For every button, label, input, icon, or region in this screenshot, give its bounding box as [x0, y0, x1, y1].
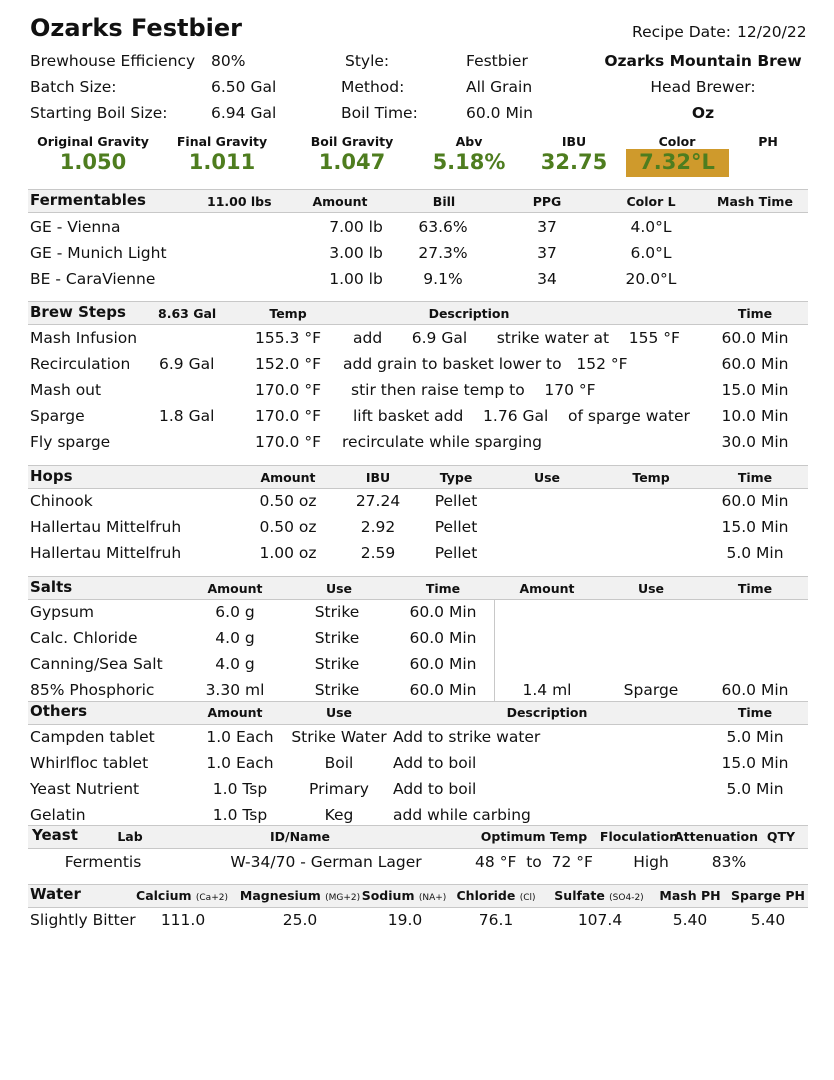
water-col-sulfate: Sulfate (SO4-2): [554, 888, 644, 903]
water-magnesium: 25.0: [282, 911, 318, 929]
water-col-calcium: Calcium (Ca+2): [136, 888, 228, 903]
other-amount: 1.0 Each: [206, 728, 274, 746]
salts-divider: [494, 599, 495, 701]
salt-name: 85% Phosphoric: [30, 681, 155, 699]
other-amount: 1.0 Each: [206, 754, 274, 772]
color-label: Color: [658, 134, 696, 149]
hops-header-bar: [28, 465, 808, 489]
water-title: Water: [30, 885, 81, 903]
ibu-label: IBU: [561, 134, 587, 149]
boil-time-label: Boil Time:: [341, 104, 418, 122]
salts-header-bar: [28, 576, 808, 600]
other-time: 15.0 Min: [721, 754, 789, 772]
fermentable-amount: 7.00 lb: [329, 218, 383, 236]
yeast-col-id: ID/Name: [270, 829, 330, 844]
hops-col-use: Use: [533, 470, 561, 485]
head-brewer-value: Oz: [691, 104, 715, 122]
hop-type: Pellet: [434, 518, 478, 536]
salts-col-amount: Amount: [207, 581, 263, 596]
hop-time: 5.0 Min: [726, 544, 784, 562]
yeast-id: W-34/70 - German Lager: [230, 853, 422, 871]
brew-step-time: 30.0 Min: [721, 433, 789, 451]
fermentable-color: 6.0°L: [630, 244, 672, 262]
other-description: add while carbing: [393, 806, 531, 824]
salt-amount-2: 1.4 ml: [522, 681, 572, 699]
hop-name: Chinook: [30, 492, 93, 510]
brew-step-temp: 170.0 °F: [255, 407, 321, 425]
salt-amount: 3.30 ml: [205, 681, 265, 699]
other-amount: 1.0 Tsp: [212, 806, 268, 824]
brew-step-time: 60.0 Min: [721, 355, 789, 373]
brew-step-time: 60.0 Min: [721, 329, 789, 347]
fermentable-bill: 27.3%: [418, 244, 468, 262]
brew-steps-col-time: Time: [737, 306, 773, 321]
fermentables-total: 11.00 lbs: [207, 194, 272, 209]
others-col-amount: Amount: [207, 705, 263, 720]
salt-time: 60.0 Min: [409, 629, 477, 647]
yeast-attenuation: 83%: [711, 853, 747, 871]
abv-value: 5.18%: [432, 150, 506, 174]
salt-name: Gypsum: [30, 603, 95, 621]
other-use: Strike Water: [291, 728, 387, 746]
fermentable-color: 4.0°L: [630, 218, 672, 236]
water-col-sparge-ph: Sparge PH: [731, 888, 805, 903]
brew-step-description: add grain to basket lower to 152 °F: [343, 355, 628, 373]
hop-name: Hallertau Mittelfruh: [30, 518, 182, 536]
water-sodium: 19.0: [387, 911, 423, 929]
other-use: Primary: [309, 780, 369, 798]
fermentables-col-ppg: PPG: [532, 194, 562, 209]
efficiency-value: 80%: [211, 52, 246, 70]
bg-label: Boil Gravity: [310, 134, 394, 149]
style-value: Festbier: [466, 52, 528, 70]
fermentable-amount: 1.00 lb: [329, 270, 383, 288]
yeast-title: Yeast: [32, 826, 78, 844]
hop-ibu: 2.59: [360, 544, 396, 562]
water-profile-name: Slightly Bitter: [30, 911, 136, 929]
salts-col-use-2: Use: [637, 581, 665, 596]
water-sparge-ph: 5.40: [750, 911, 786, 929]
fermentable-ppg: 37: [537, 244, 557, 262]
head-brewer-label: Head Brewer:: [650, 78, 756, 96]
batch-size-value: 6.50 Gal: [211, 78, 277, 96]
brewery-name: Ozarks Mountain Brew: [604, 52, 802, 70]
water-col-magnesium: Magnesium (MG+2): [239, 888, 361, 903]
recipe-title: Ozarks Festbier: [30, 14, 242, 42]
water-calcium: 111.0: [160, 911, 206, 929]
salt-amount: 6.0 g: [215, 603, 255, 621]
water-mash-ph: 5.40: [672, 911, 708, 929]
salts-title: Salts: [30, 578, 73, 596]
hops-col-time: Time: [737, 470, 773, 485]
yeast-temp-range: 48 °F to 72 °F: [475, 853, 593, 871]
hop-time: 15.0 Min: [721, 518, 789, 536]
fermentable-name: BE - CaraVienne: [30, 270, 156, 288]
color-value: 7.32°L: [639, 150, 715, 174]
brew-step-volume: 6.9 Gal: [159, 355, 215, 373]
brew-step-name: Mash Infusion: [30, 329, 138, 347]
hops-col-amount: Amount: [260, 470, 316, 485]
other-time: 5.0 Min: [726, 780, 784, 798]
fermentables-title: Fermentables: [30, 191, 146, 209]
hops-col-type: Type: [439, 470, 473, 485]
salt-use: Strike: [314, 655, 360, 673]
salt-use: Strike: [314, 603, 360, 621]
boil-time-value: 60.0 Min: [466, 104, 533, 122]
fermentable-name: GE - Munich Light: [30, 244, 167, 262]
brew-step-name: Sparge: [30, 407, 85, 425]
fermentable-amount: 3.00 lb: [329, 244, 383, 262]
other-amount: 1.0 Tsp: [212, 780, 268, 798]
fermentables-col-bill: Bill: [432, 194, 456, 209]
yeast-col-lab: Lab: [117, 829, 143, 844]
bg-value: 1.047: [318, 150, 386, 174]
others-col-description: Description: [506, 705, 588, 720]
other-name: Yeast Nutrient: [30, 780, 140, 798]
og-value: 1.050: [59, 150, 127, 174]
fermentables-col-mash-time: Mash Time: [717, 194, 793, 209]
fermentables-col-amount: Amount: [312, 194, 368, 209]
ibu-value: 32.75: [540, 150, 608, 174]
ph-label: PH: [758, 134, 778, 149]
fermentable-color: 20.0°L: [625, 270, 677, 288]
brew-step-temp: 170.0 °F: [255, 381, 321, 399]
hop-time: 60.0 Min: [721, 492, 789, 510]
salt-name: Canning/Sea Salt: [30, 655, 163, 673]
salt-amount: 4.0 g: [215, 655, 255, 673]
boil-size-value: 6.94 Gal: [211, 104, 277, 122]
batch-size-label: Batch Size:: [30, 78, 117, 96]
hop-amount: 1.00 oz: [259, 544, 317, 562]
other-description: Add to strike water: [393, 728, 541, 746]
salt-use-2: Sparge: [623, 681, 679, 699]
water-chloride: 76.1: [478, 911, 514, 929]
fermentable-ppg: 34: [537, 270, 557, 288]
brew-steps-header-bar: [28, 301, 808, 325]
other-description: Add to boil: [393, 780, 477, 798]
salts-col-time: Time: [425, 581, 461, 596]
yeast-col-qty: QTY: [766, 829, 796, 844]
salt-use: Strike: [314, 629, 360, 647]
other-description: Add to boil: [393, 754, 477, 772]
salt-use: Strike: [314, 681, 360, 699]
yeast-col-temp: Optimum Temp: [480, 829, 588, 844]
other-use: Keg: [324, 806, 354, 824]
brew-steps-total: 8.63 Gal: [158, 306, 217, 321]
brew-steps-title: Brew Steps: [30, 303, 126, 321]
water-col-sodium: Sodium (NA+): [361, 888, 447, 903]
brew-step-volume: 1.8 Gal: [159, 407, 215, 425]
salt-time: 60.0 Min: [409, 655, 477, 673]
brew-step-temp: 170.0 °F: [255, 433, 321, 451]
hop-type: Pellet: [434, 492, 478, 510]
hop-ibu: 2.92: [360, 518, 396, 536]
recipe-date-label: Recipe Date:: [632, 23, 732, 41]
other-time: 5.0 Min: [726, 728, 784, 746]
method-label: Method:: [341, 78, 405, 96]
brew-step-description: recirculate while sparging: [342, 433, 543, 451]
method-value: All Grain: [466, 78, 533, 96]
other-name: Whirlfloc tablet: [30, 754, 149, 772]
water-col-mash-ph: Mash PH: [659, 888, 721, 903]
brew-step-name: Mash out: [30, 381, 102, 399]
others-title: Others: [30, 702, 88, 720]
og-label: Original Gravity: [37, 134, 149, 149]
salt-name: Calc. Chloride: [30, 629, 138, 647]
hops-col-temp: Temp: [632, 470, 670, 485]
fg-label: Final Gravity: [176, 134, 268, 149]
salt-amount: 4.0 g: [215, 629, 255, 647]
salt-time: 60.0 Min: [409, 681, 477, 699]
salts-col-amount-2: Amount: [519, 581, 575, 596]
efficiency-label: Brewhouse Efficiency: [30, 52, 196, 70]
brew-steps-col-temp: Temp: [269, 306, 307, 321]
yeast-lab: Fermentis: [64, 853, 142, 871]
fermentable-ppg: 37: [537, 218, 557, 236]
fermentable-bill: 9.1%: [423, 270, 463, 288]
hop-amount: 0.50 oz: [259, 492, 317, 510]
fermentable-bill: 63.6%: [418, 218, 468, 236]
hop-ibu: 27.24: [355, 492, 401, 510]
fermentables-col-color: Color L: [626, 194, 676, 209]
brew-step-name: Recirculation: [30, 355, 131, 373]
brew-step-description: lift basket add 1.76 Gal of sparge water: [353, 407, 690, 425]
water-sulfate: 107.4: [577, 911, 623, 929]
yeast-col-attenuation: Attenuation: [673, 829, 759, 844]
brew-step-name: Fly sparge: [30, 433, 111, 451]
brew-steps-col-description: Description: [428, 306, 510, 321]
fermentable-name: GE - Vienna: [30, 218, 121, 236]
other-name: Campden tablet: [30, 728, 155, 746]
brew-step-temp: 152.0 °F: [255, 355, 321, 373]
yeast-col-floculation: Floculation: [599, 829, 679, 844]
others-col-use: Use: [325, 705, 353, 720]
style-label: Style:: [345, 52, 390, 70]
other-use: Boil: [324, 754, 354, 772]
brew-step-time: 15.0 Min: [721, 381, 789, 399]
hops-col-ibu: IBU: [365, 470, 391, 485]
water-col-chloride: Chloride (Cl): [456, 888, 536, 903]
brew-step-time: 10.0 Min: [721, 407, 789, 425]
boil-size-label: Starting Boil Size:: [30, 104, 168, 122]
brew-step-description: add 6.9 Gal strike water at 155 °F: [353, 329, 680, 347]
yeast-floculation: High: [633, 853, 669, 871]
brew-step-description: stir then raise temp to 170 °F: [351, 381, 596, 399]
hops-title: Hops: [30, 467, 73, 485]
hop-type: Pellet: [434, 544, 478, 562]
brew-step-temp: 155.3 °F: [255, 329, 321, 347]
salts-col-time-2: Time: [737, 581, 773, 596]
abv-label: Abv: [455, 134, 483, 149]
recipe-date: 12/20/22: [737, 23, 807, 41]
salt-time: 60.0 Min: [409, 603, 477, 621]
fg-value: 1.011: [188, 150, 256, 174]
salt-time-2: 60.0 Min: [721, 681, 789, 699]
other-name: Gelatin: [30, 806, 86, 824]
hop-amount: 0.50 oz: [259, 518, 317, 536]
others-col-time: Time: [737, 705, 773, 720]
salts-col-use: Use: [325, 581, 353, 596]
others-header-bar: [28, 701, 808, 725]
hop-name: Hallertau Mittelfruh: [30, 544, 182, 562]
